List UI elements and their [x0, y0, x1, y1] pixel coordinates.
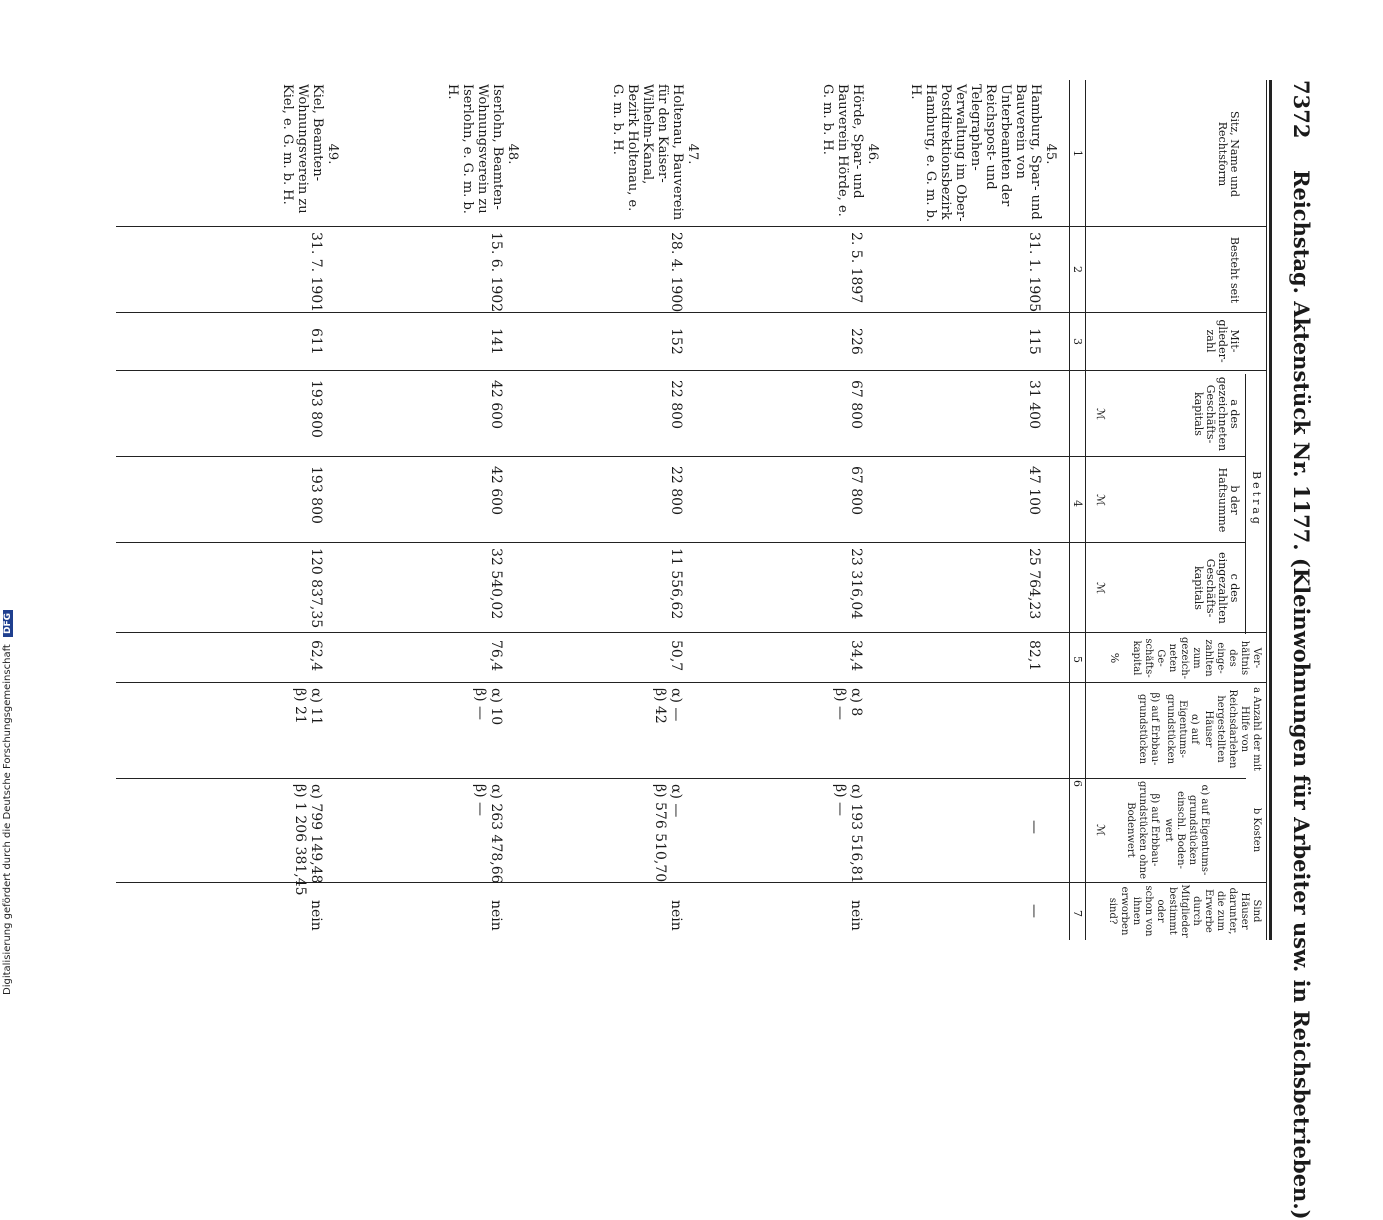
row-name-text: Hamburg, Spar- und Bauverein von Unterbeamten der Reichspost- und Telegraphen-Verwaltung im Ober-Postdirektionsbezirk Hamburg, e. G. m. b. H. — [908, 84, 1043, 223]
column-number-rule — [1085, 80, 1086, 940]
row-houses-beta: β) 42 — [652, 688, 668, 724]
row-name-text: Holtenau, Bauverein für den Kaiser-Wilhelm-Kanal, Bezirk Holtenau, e. G. m. b. H. — [610, 84, 685, 221]
row-ratio: 62,4 — [308, 640, 324, 672]
page-header — [1280, 80, 1320, 1220]
col-number-3: 3 — [1071, 338, 1084, 345]
digitization-credit — [2, 595, 16, 995]
row-capital-a: 42 600 — [488, 380, 504, 429]
col-header-haftsumme-b: b der Haftsumme — [1216, 467, 1241, 533]
col-line — [116, 226, 1266, 227]
row-capital-a: 22 800 — [668, 380, 684, 429]
row-members: 226 — [848, 328, 864, 355]
row-name-text: Iserlohn, Beamten-Wohnungsverein zu Iserlohn, e. G. m. b. H. — [445, 84, 505, 214]
col-header-houses-beta: β) auf Erbbau-grundstücken — [1137, 692, 1160, 766]
col-header-members: Mit-glieder-zahl — [1204, 319, 1241, 363]
row-haftsumme-b: 67 800 — [848, 466, 864, 515]
row-buy: nein — [848, 900, 864, 931]
col-number-2: 2 — [1071, 266, 1084, 273]
col-line — [116, 778, 1246, 779]
row-cost-alpha: α) — — [668, 784, 684, 818]
row-ratio: 82,1 — [1026, 640, 1042, 672]
row-houses-alpha: α) 10 — [488, 688, 504, 726]
col-header-houses: a Anzahl der mit Hilfe von Reichsdarlehen hergestellten Häuser — [1203, 687, 1262, 771]
row-haftsumme-b: 42 600 — [488, 466, 504, 515]
col-header-name: Sitz, Name und Rechtsform — [1216, 110, 1241, 198]
row-number: 47. — [685, 143, 700, 165]
row-cost-alpha: α) 193 516,81 — [848, 784, 864, 884]
unit-mark-costs: ℳ — [1094, 824, 1107, 836]
rotated-document-page — [60, 80, 1320, 1220]
col-line — [116, 682, 1266, 683]
col-header-houses-alpha: α) auf Eigentums-grundstücken — [1165, 693, 1200, 765]
row-houses-alpha: α) 11 — [308, 688, 324, 726]
col-header-costs: b Kosten — [1251, 807, 1262, 853]
page-number: 7372 — [1289, 80, 1314, 139]
row-since: 31. 1. 1905 — [1026, 232, 1042, 313]
col-line — [116, 632, 1266, 633]
unit-mark-a: ℳ — [1094, 408, 1107, 420]
row-haftsumme-b: 47 100 — [1026, 466, 1042, 515]
col-number-1: 1 — [1071, 150, 1084, 157]
row-ratio: 76,4 — [488, 640, 504, 672]
col-header-capital-a: a des gezeichneten Geschäfts-kapitals — [1192, 376, 1241, 452]
col-line — [116, 882, 1266, 883]
row-members: 611 — [308, 328, 324, 355]
row-buy: nein — [668, 900, 684, 931]
header-rule-thin — [1266, 80, 1267, 940]
col-header-costs-alpha: α) auf Eigentums-grundstücken einschl. Boden-wert — [1163, 784, 1210, 876]
row-name — [908, 84, 1058, 224]
row-buy: nein — [308, 900, 324, 931]
row-number: 49. — [325, 143, 340, 165]
row-since: 31. 7. 1901 — [308, 232, 324, 313]
row-name-text: Kiel, Beamten-Wohnungsverein zu Kiel, e. G. m. b. H. — [280, 84, 325, 214]
row-ratio: 34,4 — [848, 640, 864, 672]
col-header-buy: Sind Häuser darunter, die zum Erwerbe durch Mitglieder bestimmt oder schon von ihnen erworben sind? — [1107, 884, 1262, 938]
row-since: 15. 6. 1902 — [488, 232, 504, 313]
dfg-logo: DFG — [3, 610, 13, 637]
row-houses-beta: β) 21 — [292, 688, 308, 724]
row-number: 46. — [865, 143, 880, 165]
col-number-7: 7 — [1071, 910, 1084, 917]
row-houses-alpha: α) 8 — [848, 688, 864, 717]
col-header-ratio: Ver-hältnis des einge-zahlten zum gezeich-neten Ge-schäfts-kapital — [1131, 636, 1262, 680]
row-since: 2. 5. 1897 — [848, 232, 864, 304]
col-number-5: 5 — [1071, 656, 1084, 663]
col-line — [116, 542, 1246, 543]
row-houses-beta: β) — — [832, 688, 848, 721]
row-name — [610, 84, 700, 224]
row-haftsumme-b: 193 800 — [308, 466, 324, 524]
row-houses-beta: β) — — [472, 688, 488, 721]
credit-text: Digitalisierung gefördert durch die Deutsche Forschungsgemeinschaft — [2, 644, 13, 995]
unit-mark-b: ℳ — [1094, 494, 1107, 506]
row-members: 141 — [488, 328, 504, 355]
col-number-4: 4 — [1071, 500, 1084, 507]
row-capital-a: 31 400 — [1026, 380, 1042, 429]
header-rule — [1269, 80, 1272, 940]
row-cost-beta: β) 576 510,70 — [652, 784, 668, 883]
row-number: 48. — [505, 143, 520, 165]
row-cost-alpha: α) 799 149,48 — [308, 784, 324, 884]
row-capital-c: 23 316,04 — [848, 548, 864, 620]
row-buy: — — [1026, 904, 1042, 918]
row-members: 152 — [668, 328, 684, 355]
row-name — [820, 84, 880, 224]
row-since: 28. 4. 1900 — [668, 232, 684, 313]
unit-mark-c: ℳ — [1094, 582, 1107, 594]
row-ratio: 50,7 — [668, 640, 684, 672]
col-line — [116, 456, 1246, 457]
row-cost-beta: β) 1 206 381,45 — [292, 784, 308, 896]
row-capital-c: 11 556,62 — [668, 548, 684, 620]
row-capital-a: 67 800 — [848, 380, 864, 429]
pct-mark: % — [1108, 652, 1121, 664]
row-buy: nein — [488, 900, 504, 931]
col-header-capital-c: c des eingezahlten Geschäfts-kapitals — [1192, 552, 1241, 624]
row-capital-a: 193 800 — [308, 380, 324, 438]
row-houses-alpha: α) — — [668, 688, 684, 722]
col-number-6: 6 — [1071, 780, 1084, 787]
row-cost-alpha: α) 263 478,66 — [488, 784, 504, 884]
col-header-costs-beta: β) auf Erbbau-grundstücken ohne Bodenwert — [1125, 780, 1160, 880]
row-cost-alpha: — — [1026, 820, 1042, 834]
row-haftsumme-b: 22 800 — [668, 466, 684, 515]
row-name-text: Hörde, Spar- und Bauverein Hörde, e. G. m. b. H. — [820, 84, 865, 217]
row-capital-c: 32 540,02 — [488, 548, 504, 620]
row-number: 45. — [1043, 143, 1058, 165]
row-cost-beta: β) — — [832, 784, 848, 817]
row-name — [445, 84, 520, 224]
page-title: Reichstag. Aktenstück Nr. 1177. (Kleinwohnungen für Arbeiter usw. in Reichsbetrieben.) — [1289, 170, 1314, 1220]
col-header-betrag: Betrag — [1250, 471, 1263, 527]
row-members: 115 — [1026, 328, 1042, 355]
col-header-since: Besteht seit — [1228, 236, 1241, 304]
header-bottom-rule — [1069, 80, 1070, 940]
col-line — [116, 370, 1266, 371]
row-cost-beta: β) — — [472, 784, 488, 817]
row-capital-c: 25 764,23 — [1026, 548, 1042, 620]
header-divider — [1245, 374, 1246, 634]
row-name — [280, 84, 340, 224]
col-line — [116, 312, 1266, 313]
row-capital-c: 120 837,35 — [308, 548, 324, 629]
